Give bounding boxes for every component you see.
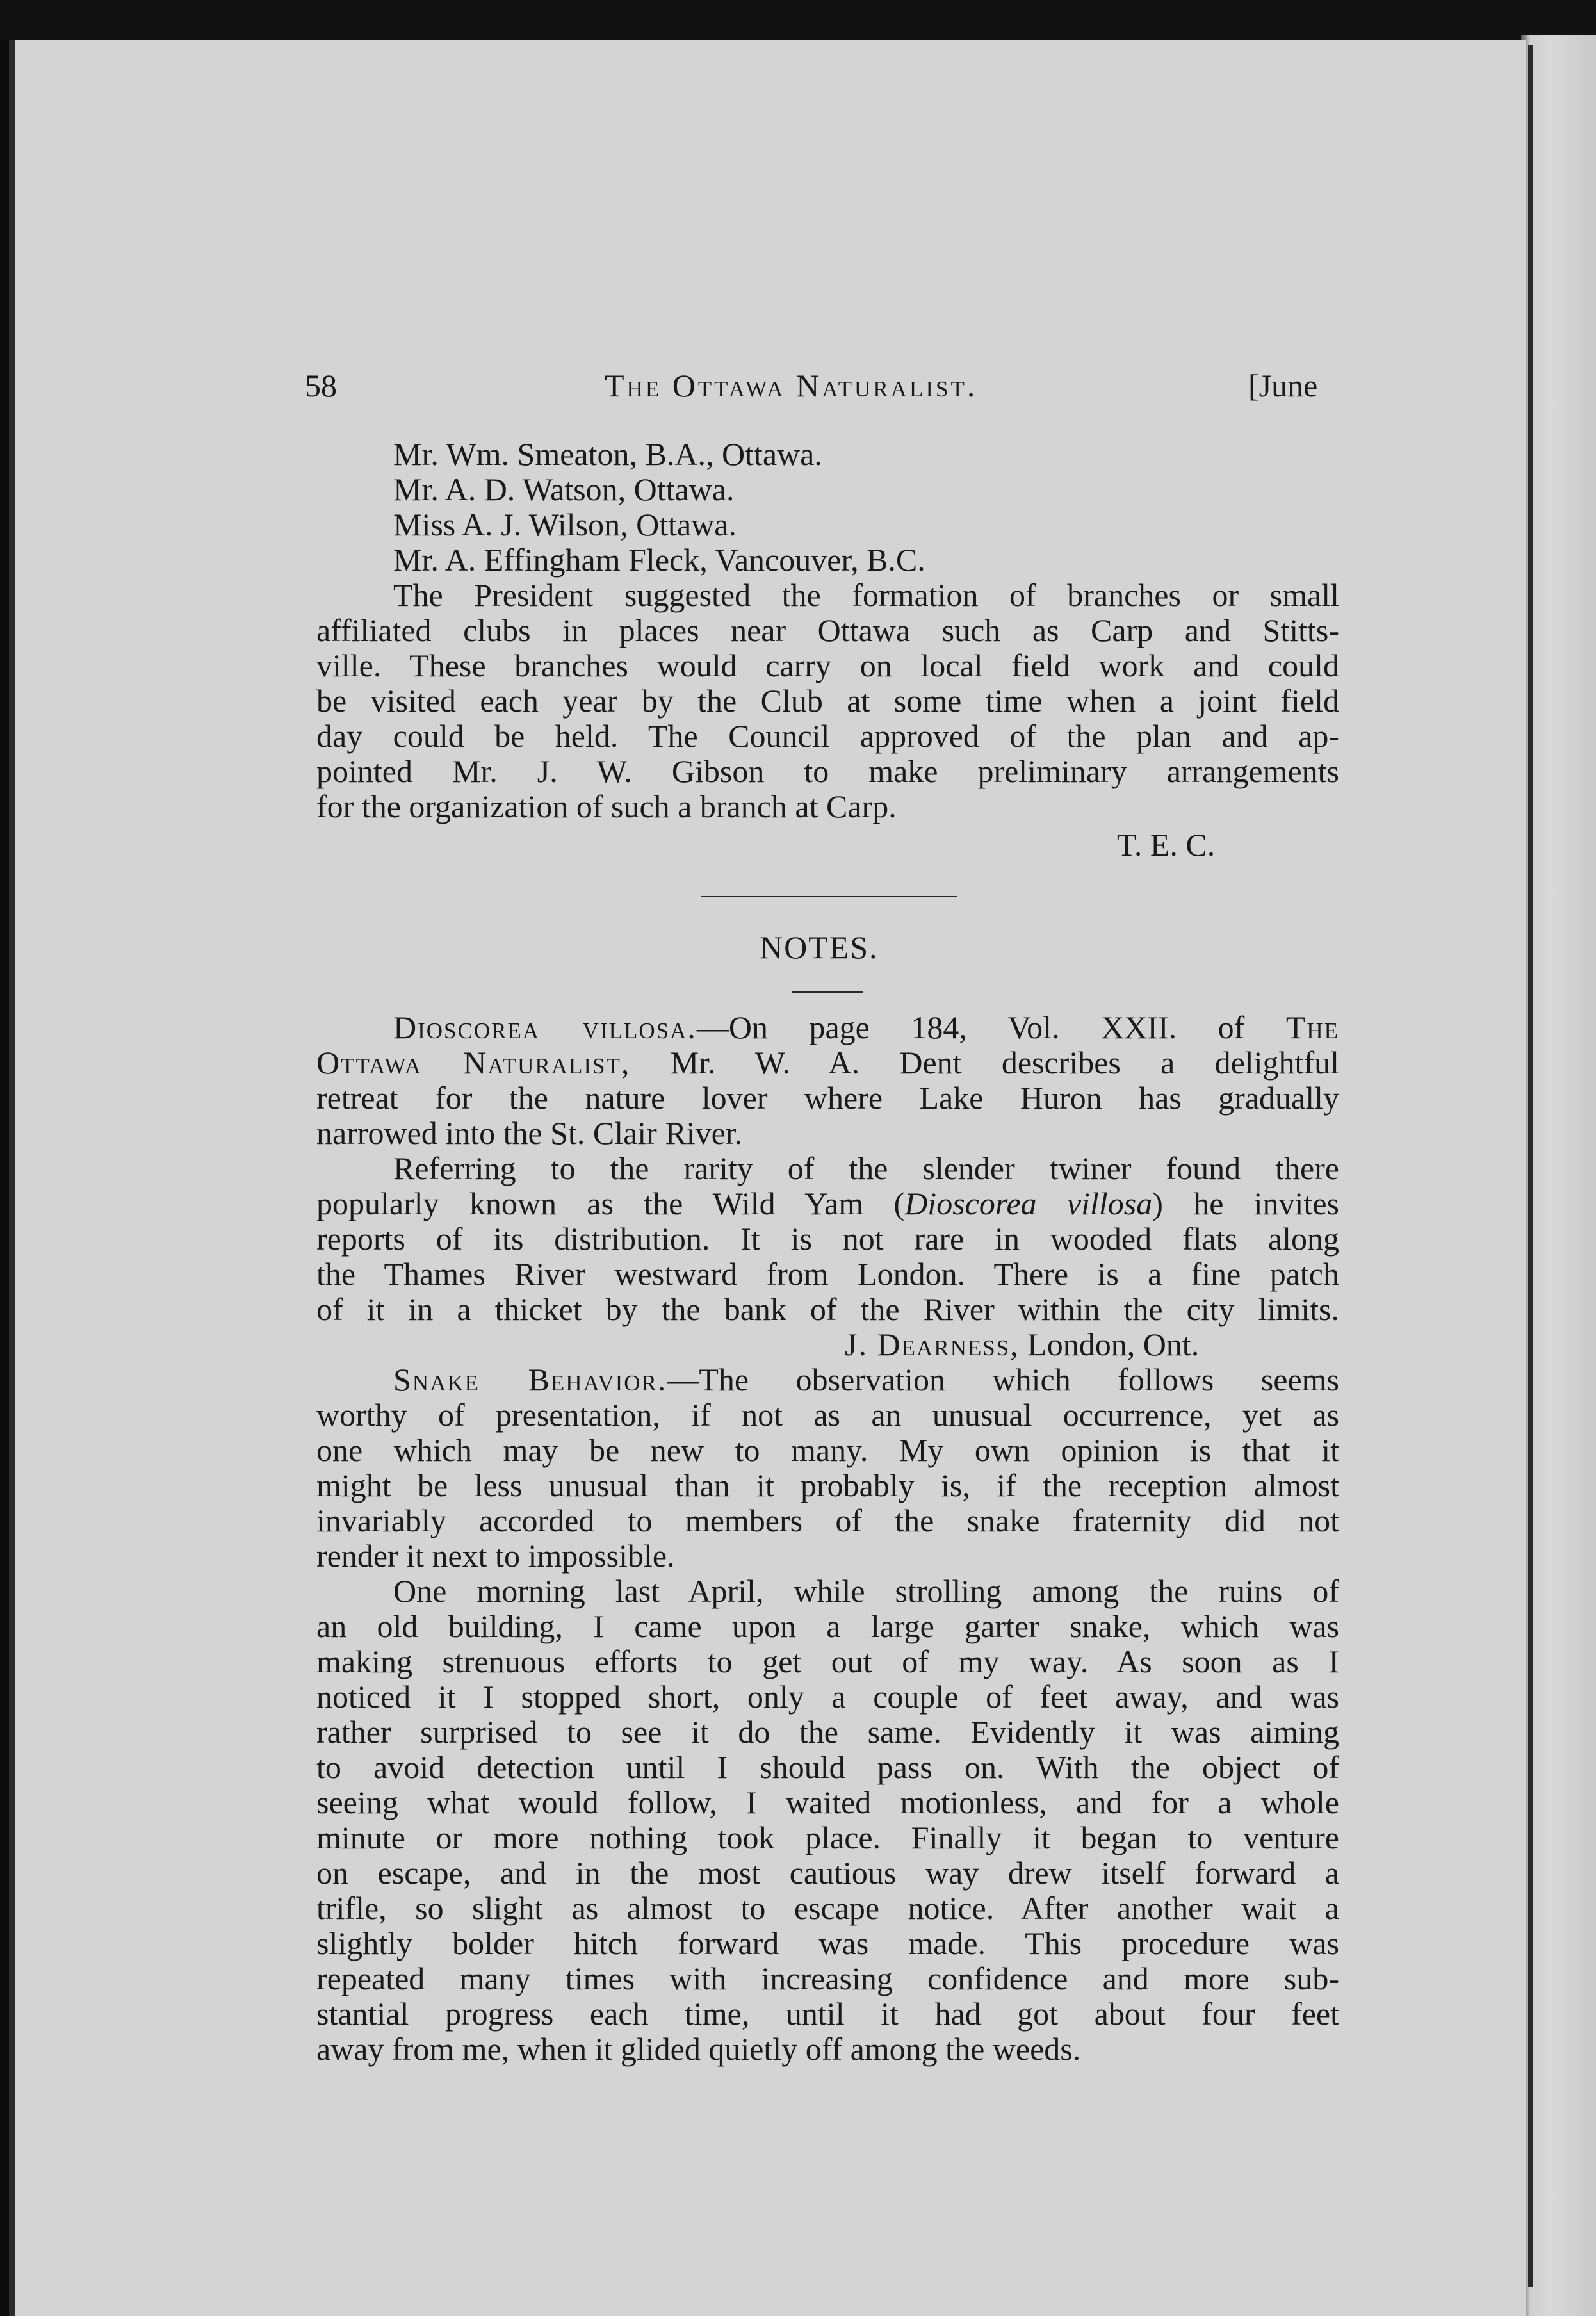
paragraph-line: noticed it I stopped short, only a couple of feet away, and was	[316, 1679, 1339, 1715]
paragraph-line: away from me, when it glided quietly off among the weeds.	[316, 2031, 1081, 2067]
section-divider	[701, 896, 957, 897]
paragraph-line: on escape, and in the most cautious way drew itself forward a	[316, 1855, 1339, 1891]
paragraph-line: for the organization of such a branch at Carp.	[316, 788, 897, 824]
paragraph-line: narrowed into the St. Clair River.	[316, 1115, 743, 1151]
note-title-dioscorea: Dioscorea villosa.	[393, 1009, 697, 1045]
paragraph-line: repeated many times with increasing confidence and more sub-	[316, 1961, 1339, 1996]
paragraph-line: retreat for the nature lover where Lake Huron has gradually	[316, 1080, 1339, 1116]
top-scan-border	[0, 0, 1596, 40]
paragraph-line: minute or more nothing took place. Finally it began to venture	[316, 1820, 1339, 1855]
paragraph-line: to avoid detection until I should pass on. With the object of	[316, 1749, 1339, 1785]
issue-month: [June	[1248, 368, 1318, 404]
paragraph-line: invariably accorded to members of the snake fraternity did not	[316, 1503, 1339, 1538]
paragraph-line: The President suggested the formation of branches or small	[393, 577, 1339, 613]
right-edge-line	[1528, 45, 1533, 2287]
paragraph-line: be visited each year by the Club at some time when a joint field	[316, 683, 1339, 719]
paragraph-line: one which may be new to many. My own opinion is that it	[316, 1432, 1339, 1468]
paragraph-line: rather surprised to see it do the same. Evidently it was aiming	[316, 1714, 1339, 1750]
paragraph-line: popularly known as the Wild Yam (Dioscorea villosa) he invites	[316, 1186, 1339, 1221]
member-line: Mr. A. D. Watson, Ottawa.	[393, 471, 735, 507]
member-line: Miss A. J. Wilson, Ottawa.	[393, 507, 737, 542]
paragraph-line: seeing what would follow, I waited motionless, and for a whole	[316, 1784, 1339, 1820]
paragraph-line: trifle, so slight as almost to escape notice. After another wait a	[316, 1890, 1339, 1926]
journal-title: The Ottawa Naturalist.	[605, 368, 978, 404]
book-page	[9, 40, 1526, 2316]
paragraph-line: reports of its distribution. It is not rare in wooded flats along	[316, 1221, 1339, 1257]
paragraph-line: pointed Mr. J. W. Gibson to make preliminary arrangements	[316, 753, 1339, 789]
paragraph-line: the Thames River westward from London. There is a fine patch	[316, 1256, 1339, 1292]
member-line: Mr. A. Effingham Fleck, Vancouver, B.C.	[393, 542, 925, 578]
paragraph-line: Ottawa Naturalist, Mr. W. A. Dent describes a delightful	[316, 1045, 1339, 1081]
paragraph-line: slightly bolder hitch forward was made. This procedure was	[316, 1925, 1339, 1961]
paragraph-line: of it in a thicket by the bank of the River within the city limits.	[316, 1291, 1339, 1327]
paragraph-line: an old building, I came upon a large garter snake, which was	[316, 1608, 1339, 1644]
paragraph-line: Referring to the rarity of the slender twiner found there	[393, 1150, 1339, 1186]
heading-underline	[792, 991, 863, 993]
paragraph-line: One morning last April, while strolling among the ruins of	[393, 1573, 1339, 1609]
paragraph-line: affiliated clubs in places near Ottawa such as Carp and Stitts-	[316, 612, 1339, 648]
paragraph-line: stantial progress each time, until it had got about four feet	[316, 1996, 1339, 2032]
paragraph-line: Dioscorea villosa.—On page 184, Vol. XXII. of The	[393, 1009, 1340, 1045]
paragraph-line: day could be held. The Council approved of the plan and ap-	[316, 718, 1339, 754]
member-line: Mr. Wm. Smeaton, B.A., Ottawa.	[393, 436, 822, 472]
paragraph-line: render it next to impossible.	[316, 1538, 675, 1574]
paragraph-line: ville. These branches would carry on local field work and could	[316, 648, 1339, 683]
signature-dearness: J. Dearness, London, Ont.	[845, 1326, 1200, 1362]
note-title-snake: Snake Behavior.	[393, 1362, 667, 1398]
species-name: Dioscorea villosa	[904, 1186, 1153, 1221]
paragraph-line: making strenuous efforts to get out of my way. As soon as I	[316, 1643, 1339, 1679]
page-number: 58	[305, 368, 337, 404]
signature-initials: T. E. C.	[1117, 827, 1216, 863]
paragraph-line: Snake Behavior.—The observation which follows seems	[393, 1362, 1339, 1398]
paragraph-line: worthy of presentation, if not as an unusual occurrence, yet as	[316, 1397, 1339, 1433]
notes-heading: NOTES.	[760, 929, 879, 965]
paragraph-line: might be less unusual than it probably is, if the reception almost	[316, 1467, 1339, 1503]
